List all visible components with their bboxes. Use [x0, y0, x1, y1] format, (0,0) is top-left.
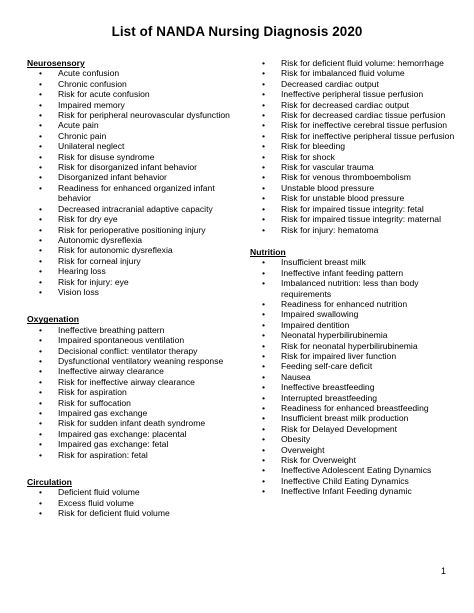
- section-spacer: [27, 297, 237, 314]
- list-item: • Risk for injury: eye: [27, 277, 237, 287]
- list-item: • Risk for impaired liver function: [250, 351, 465, 361]
- list-item: • Risk for decreased cardiac tissue perfusion: [250, 110, 465, 120]
- list-item: • Overweight: [250, 445, 465, 455]
- list-item: • Risk for disuse syndrome: [27, 152, 237, 162]
- list-item: • Risk for perioperative positioning injury: [27, 225, 237, 235]
- list-item: • Risk for ineffective cerebral tissue perfusion: [250, 120, 465, 130]
- list-item: • Risk for decreased cardiac output: [250, 100, 465, 110]
- list-item: • Impaired gas exchange: [27, 408, 237, 418]
- list-item: • Risk for corneal injury: [27, 256, 237, 266]
- list-item: • Risk for dry eye: [27, 214, 237, 224]
- list-item: • Risk for imbalanced fluid volume: [250, 68, 465, 78]
- section-heading-circulation: Circulation: [27, 477, 72, 488]
- list-item: • Unilateral neglect: [27, 141, 237, 151]
- list-item: • Risk for bleeding: [250, 141, 465, 151]
- list-item: • Disorganized infant behavior: [27, 172, 237, 182]
- left-column: [27, 58, 237, 519]
- list-item: • Risk for ineffective peripheral tissue perfusion: [250, 131, 465, 141]
- section-spacer: [27, 460, 237, 477]
- list-item: • Risk for acute confusion: [27, 89, 237, 99]
- list-item: • Impaired dentition: [250, 320, 465, 330]
- circulation-list-part-1: [27, 487, 237, 518]
- neurosensory-list: [27, 68, 237, 297]
- list-item: • Risk for impaired tissue integrity: fetal: [250, 204, 465, 214]
- list-item: • Risk for Delayed Development: [250, 424, 465, 434]
- list-item: • Risk for sudden infant death syndrome: [27, 418, 237, 428]
- list-item: • Chronic confusion: [27, 79, 237, 89]
- list-item: • Decreased intracranial adaptive capacity: [27, 204, 237, 214]
- list-item: • Unstable blood pressure: [250, 183, 465, 193]
- list-item: • Impaired swallowing: [250, 309, 465, 319]
- list-item: • Hearing loss: [27, 266, 237, 276]
- list-item: • Imbalanced nutrition: less than body requirements: [250, 278, 465, 299]
- section-heading-neurosensory: Neurosensory: [27, 58, 85, 68]
- page-title: List of NANDA Nursing Diagnosis 2020: [111, 24, 363, 39]
- list-item: • Acute confusion: [27, 68, 237, 78]
- list-item: • Acute pain: [27, 120, 237, 130]
- list-item: • Impaired gas exchange: placental: [27, 429, 237, 439]
- list-item: • Nausea: [250, 372, 465, 382]
- list-item: • Risk for ineffective airway clearance: [27, 377, 237, 387]
- list-item: • Impaired memory: [27, 100, 237, 110]
- list-item: • Ineffective breastfeeding: [250, 382, 465, 392]
- list-item: • Excess fluid volume: [27, 498, 237, 508]
- list-item: • Risk for aspiration: [27, 387, 237, 397]
- list-item: • Risk for vascular trauma: [250, 162, 465, 172]
- list-item: • Obesity: [250, 434, 465, 444]
- list-item: • Risk for neonatal hyperbilirubinemia: [250, 341, 465, 351]
- list-item: • Risk for aspiration: fetal: [27, 450, 237, 460]
- list-item: • Ineffective breathing pattern: [27, 325, 237, 335]
- list-item: • Risk for deficient fluid volume: [27, 508, 237, 518]
- circulation-list-part-2: [250, 58, 465, 235]
- list-item: • Ineffective Child Eating Dynamics: [250, 476, 465, 486]
- list-item: • Risk for Overweight: [250, 455, 465, 465]
- list-item: • Insufficient breast milk: [250, 257, 465, 267]
- list-item: • Chronic pain: [27, 131, 237, 141]
- list-item: • Ineffective infant feeding pattern: [250, 268, 465, 278]
- list-item: • Readiness for enhanced breastfeeding: [250, 403, 465, 413]
- list-item: • Readiness for enhanced nutrition: [250, 299, 465, 309]
- list-item: • Risk for unstable blood pressure: [250, 193, 465, 203]
- list-item: • Risk for peripheral neurovascular dysfunction: [27, 110, 237, 120]
- list-item: • Risk for deficient fluid volume: hemorrhage: [250, 58, 465, 68]
- list-item: • Decisional conflict: ventilator therapy: [27, 346, 237, 356]
- list-item: • Ineffective Adolescent Eating Dynamics: [250, 465, 465, 475]
- list-item: • Interrupted breastfeeding: [250, 393, 465, 403]
- list-item: • Readiness for enhanced organized infant behavior: [27, 183, 237, 204]
- list-item: • Ineffective peripheral tissue perfusion: [250, 89, 465, 99]
- list-item: • Impaired gas exchange: fetal: [27, 439, 237, 449]
- list-item: • Decreased cardiac output: [250, 79, 465, 89]
- list-item: • Risk for autonomic dysreflexia: [27, 245, 237, 255]
- list-item: • Ineffective airway clearance: [27, 366, 237, 376]
- list-item: • Ineffective Infant Feeding dynamic: [250, 486, 465, 496]
- oxygenation-list: [27, 325, 237, 460]
- right-column: [250, 58, 465, 497]
- section-heading-oxygenation: Oxygenation: [27, 314, 80, 325]
- list-item: • Autonomic dysreflexia: [27, 235, 237, 245]
- list-item: • Risk for injury: hematoma: [250, 225, 465, 235]
- list-item: • Risk for suffocation: [27, 398, 237, 408]
- list-item: • Deficient fluid volume: [27, 487, 237, 497]
- list-item: • Risk for impaired tissue integrity: maternal: [250, 214, 465, 224]
- list-item: • Risk for disorganized infant behavior: [27, 162, 237, 172]
- section-spacer: [250, 235, 465, 247]
- list-item: • Risk for venous thromboembolism: [250, 172, 465, 182]
- section-heading-nutrition: Nutrition: [250, 246, 286, 257]
- list-item: • Feeding self-care deficit: [250, 361, 465, 371]
- nutrition-list: [250, 257, 465, 496]
- list-item: • Dysfunctional ventilatory weaning response: [27, 356, 237, 366]
- list-item: • Neonatal hyperbilirubinemia: [250, 330, 465, 340]
- list-item: • Risk for shock: [250, 152, 465, 162]
- page-number: 1: [440, 566, 446, 576]
- list-item: • Impaired spontaneous ventilation: [27, 335, 237, 345]
- list-item: • Insufficient breast milk production: [250, 413, 465, 423]
- list-item: • Vision loss: [27, 287, 237, 297]
